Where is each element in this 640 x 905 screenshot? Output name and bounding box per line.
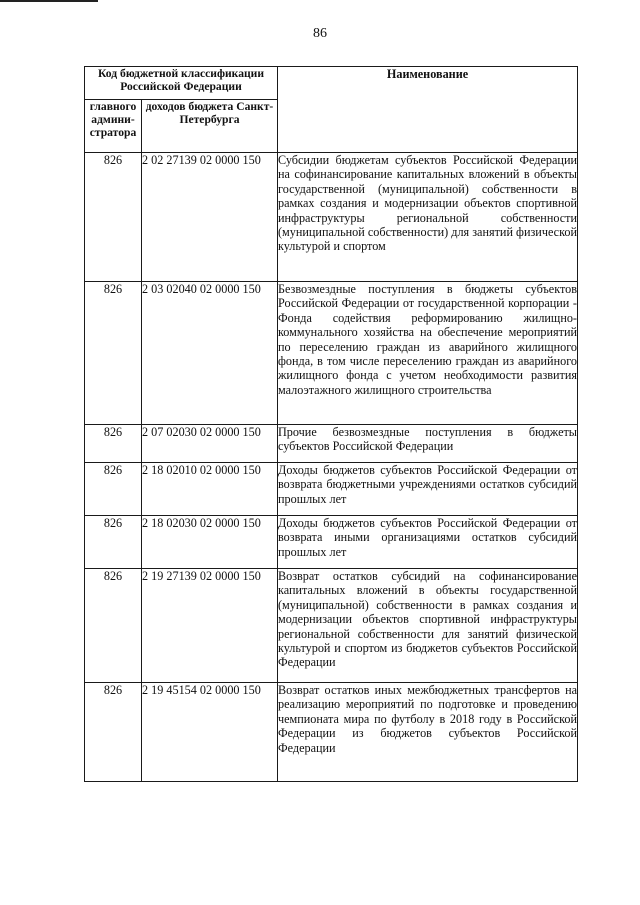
budget-classification-table [84,66,578,782]
income-code-cell: 2 07 02030 02 0000 150 [142,425,278,463]
table-row [85,516,578,569]
name-cell: Возврат остатков субсидий на софинансирование капитальных вложений в объекты государственной (муниципальной) собственности в рамках создания и модернизации объектов спортивной инфраструктуры региональной собственности для занятий физической культурой и спортом из бюджетов субъектов Российской Федерации [278,569,578,683]
name-cell: Безвозмездные поступления в бюджеты субъектов Российской Федерации от государственной корпорации - Фонда содействия реформированию жилищно-коммунального хозяйства на обеспечение мероприятий по переселению граждан из аварийного жилищного фонда, в том числе переселению граждан из аварийного жилищного фонда с учетом необходимости развития малоэтажного жилищного строительства [278,282,578,425]
admin-code-cell: 826 [85,425,142,463]
scan-edge-mark [0,0,98,2]
income-code-cell: 2 02 27139 02 0000 150 [142,153,278,282]
name-cell: Доходы бюджетов субъектов Российской Федерации от возврата бюджетными учреждениями остатков субсидий прошлых лет [278,463,578,516]
table-row [85,153,578,282]
table-row [85,282,578,425]
table-row [85,425,578,463]
header-name: Наименование [278,67,578,153]
income-code-cell: 2 18 02030 02 0000 150 [142,516,278,569]
admin-code-cell: 826 [85,516,142,569]
admin-code-cell: 826 [85,282,142,425]
income-code-cell: 2 03 02040 02 0000 150 [142,282,278,425]
header-income-code: доходов бюджета Санкт-Петербурга [142,100,278,153]
header-classification-code: Код бюджетной классификации Российской Федерации [85,67,278,100]
name-cell: Прочие безвозмездные поступления в бюджеты субъектов Российской Федерации [278,425,578,463]
table-row [85,463,578,516]
name-cell: Субсидии бюджетам субъектов Российской Федерации на софинансирование капитальных вложений в объекты государственной (муниципальной) собственности в рамках создания и модернизации объектов спортивной инфраструктуры региональной собственности (муниципальной собственности) для занятий физической культурой и спортом [278,153,578,282]
admin-code-cell: 826 [85,569,142,683]
income-code-cell: 2 19 45154 02 0000 150 [142,683,278,782]
name-cell: Возврат остатков иных межбюджетных трансфертов на реализацию мероприятий по подготовке и проведению чемпионата мира по футболу в 2018 году в Российской Федерации из бюджетов субъектов Российской Федерации [278,683,578,782]
admin-code-cell: 826 [85,153,142,282]
table-row [85,569,578,683]
header-chief-administrator: главного админи-стратора [85,100,142,153]
page-number: 86 [313,26,327,41]
name-cell: Доходы бюджетов субъектов Российской Федерации от возврата иными организациями остатков субсидий прошлых лет [278,516,578,569]
admin-code-cell: 826 [85,683,142,782]
income-code-cell: 2 18 02010 02 0000 150 [142,463,278,516]
income-code-cell: 2 19 27139 02 0000 150 [142,569,278,683]
table-row [85,683,578,782]
admin-code-cell: 826 [85,463,142,516]
